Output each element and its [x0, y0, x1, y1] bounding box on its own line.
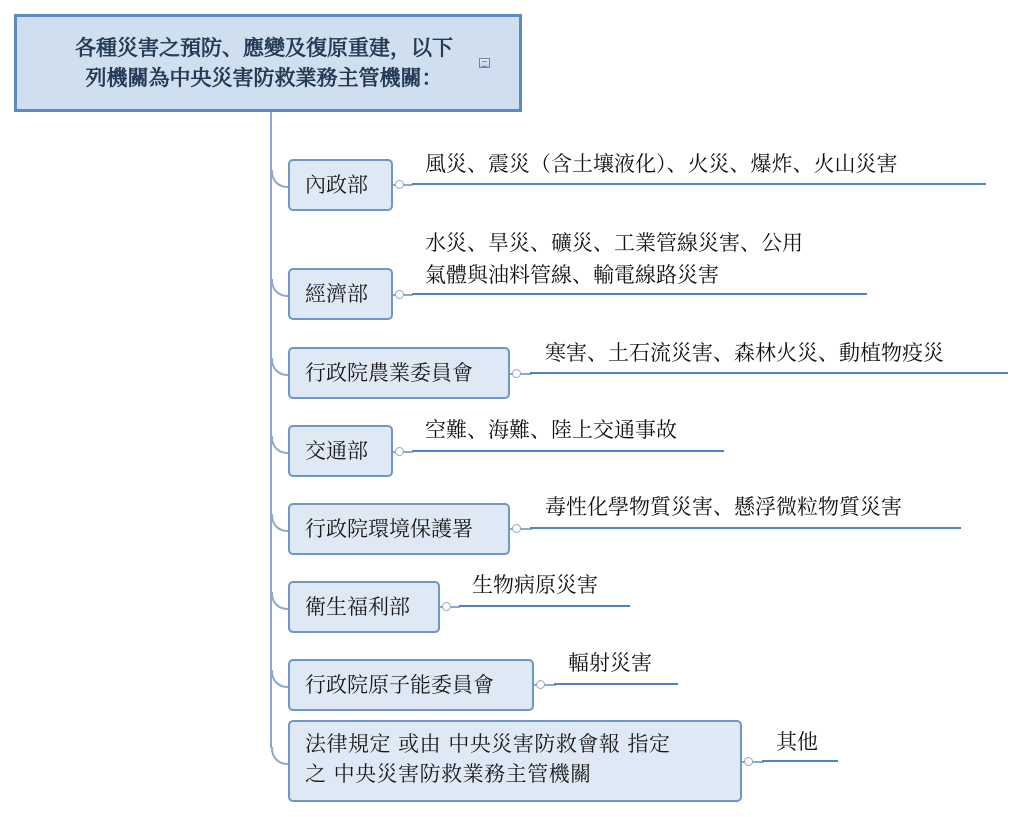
collapse-dot-icon[interactable]	[395, 180, 404, 189]
root-topic-title: 各種災害之預防、應變及復原重建，以下 列機關為中央災害防救業務主管機關：	[75, 36, 453, 90]
agency-node[interactable]: 衛生福利部	[288, 581, 440, 633]
agency-node[interactable]: 法律規定 或由 中央災害防救會報 指定 之 中央災害防救業務主管機關	[288, 720, 742, 802]
agency-node[interactable]: 經濟部	[288, 268, 393, 320]
hazard-underline	[554, 683, 678, 685]
hazard-label[interactable]: 寒害、土石流災害、森林火災、動植物疫災	[545, 341, 944, 365]
collapse-dot-icon[interactable]	[512, 369, 521, 378]
hazard-underline	[412, 450, 724, 452]
hazard-underline	[762, 760, 838, 762]
hazard-label[interactable]: 水災、旱災、礦災、工業管線災害、公用 氣體與油料管線、輸電線路災害	[425, 231, 803, 287]
agency-node[interactable]: 行政院原子能委員會	[288, 659, 534, 711]
collapse-dot-icon[interactable]	[395, 447, 404, 456]
hazard-underline	[412, 183, 986, 185]
hazard-label[interactable]: 風災、震災（含土壤液化）、火災、爆炸、火山災害	[425, 152, 898, 176]
root-topic[interactable]	[14, 14, 522, 112]
agency-node[interactable]: 行政院環境保護署	[288, 503, 510, 555]
hazard-label[interactable]: 其他	[776, 730, 818, 754]
hazard-label[interactable]: 毒性化學物質災害、懸浮微粒物質災害	[545, 495, 902, 519]
hazard-label[interactable]: 生物病原災害	[472, 573, 598, 597]
note-icon[interactable]	[479, 58, 490, 68]
hazard-label[interactable]: 空難、海難、陸上交通事故	[425, 418, 677, 442]
collapse-dot-icon[interactable]	[395, 290, 404, 299]
hazard-underline	[530, 372, 1008, 374]
hazard-label[interactable]: 輻射災害	[568, 651, 652, 675]
agency-node[interactable]: 行政院農業委員會	[288, 347, 510, 399]
agency-node[interactable]: 交通部	[288, 425, 393, 477]
collapse-dot-icon[interactable]	[512, 524, 521, 533]
collapse-dot-icon[interactable]	[442, 602, 451, 611]
hazard-underline	[412, 293, 867, 295]
trunk-line	[270, 112, 272, 748]
collapse-dot-icon[interactable]	[536, 680, 545, 689]
hazard-underline	[459, 605, 630, 607]
collapse-dot-icon[interactable]	[744, 757, 753, 766]
agency-node[interactable]: 內政部	[288, 159, 393, 211]
hazard-underline	[530, 527, 961, 529]
